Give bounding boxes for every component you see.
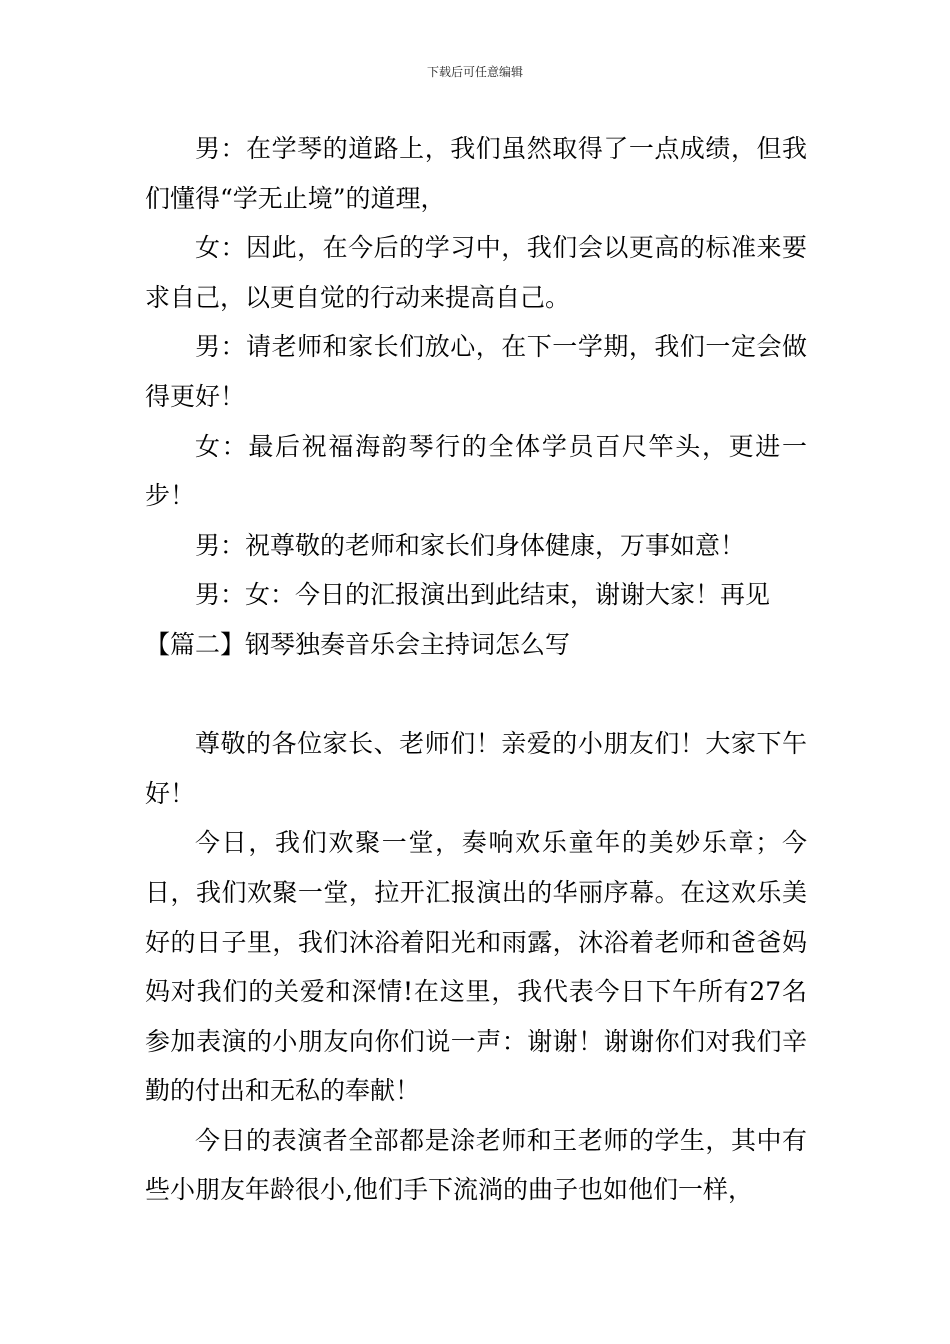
section-heading: 【篇二】钢琴独奏音乐会主持词怎么写 [145,629,571,659]
paragraph-female-2: 女：最后祝福海韵琴行的全体学员百尺竿头，更进一步！ [145,431,807,511]
paragraph-performers: 今日的表演者全部都是涂老师和王老师的学生，其中有些小朋友年龄很小,他们手下流淌的曲子也如他们一样， [145,1125,807,1205]
paragraph-male-1: 男：在学琴的道路上，我们虽然取得了一点成绩，但我们懂得“学无止境”的道理， [145,134,807,213]
blank-line [145,670,807,720]
paragraph-closing: 男：女：今日的汇报演出到此结束，谢谢大家！再见 [195,580,771,610]
paragraph-male-3: 男：祝尊敬的老师和家长们身体健康，万事如意！ [195,530,746,560]
paragraph-greeting: 尊敬的各位家长、老师们！亲爱的小朋友们！大家下午好！ [145,729,807,808]
paragraph-opening: 今日，我们欢聚一堂，奏响欢乐童年的美妙乐章；今日，我们欢聚一堂，拉开汇报演出的华丽序幕。在这欢乐美好的日子里，我们沐浴着阳光和雨露，沐浴着老师和爸爸妈妈对我们的关爱和深情!在这里，我代表今日下午所有27名参加表演的小朋友向你们说一声：谢谢！谢谢你们对我们辛勤的付出和无私的奉献！ [145,828,807,1106]
page-header: 下载后可任意编辑 [426,65,523,79]
paragraph-female-1: 女：因此，在今后的学习中，我们会以更高的标准来要求自己，以更自觉的行动来提高自己。 [145,233,807,312]
document-body [145,124,807,1215]
paragraph-male-2: 男：请老师和家长们放心，在下一学期，我们一定会做得更好！ [145,332,807,411]
